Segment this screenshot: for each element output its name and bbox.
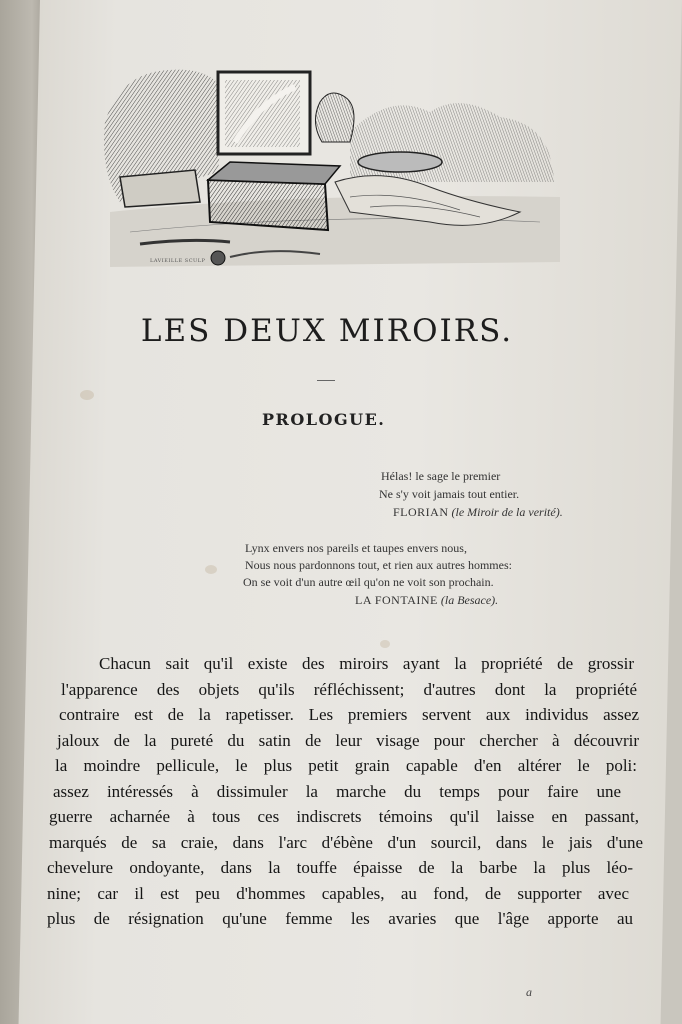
epigraph-1-attribution xyxy=(393,505,563,520)
section-heading: PROLOGUE. xyxy=(262,410,386,429)
epigraph-1-source: (le Miroir de la verité). xyxy=(451,505,563,519)
epigraph-2-source: (la Besace). xyxy=(440,593,499,607)
epigraph-2-line-2: Nous nous pardonnons tout, et rien aux autres hommes: xyxy=(245,558,512,572)
engraver-signature: LAVIEILLE SCULP xyxy=(150,258,206,264)
body-line: l'apparence des objets qu'ils réfléchissent; d'autres dont la propriété xyxy=(61,679,637,699)
body-line: assez intéressés à dissimuler la marche du temps pour faire une xyxy=(53,781,621,801)
epigraph-2-line-3: On se voit d'un autre œil qu'on ne voit son prochain. xyxy=(243,575,494,589)
body-line: guerre acharnée à tous ces indiscrets témoins qu'il laisse en passant, xyxy=(49,807,639,826)
epigraph-1-line-2: Ne s'y voit jamais tout entier. xyxy=(379,487,520,501)
epigraph-2-author: LA FONTAINE xyxy=(355,593,438,607)
body-line: chevelure ondoyante, dans la touffe épaisse de la barbe la plus léo- xyxy=(47,858,633,877)
title-divider xyxy=(317,380,335,381)
page-signature-mark: a xyxy=(526,985,532,999)
epigraph-1-line-1: Hélas! le sage le premier xyxy=(381,469,501,483)
epigraph-1-author: FLORIAN xyxy=(393,505,449,519)
foxing-stain xyxy=(205,565,217,574)
body-line: nine; car il est peu d'hommes capables, au fond, de supporter avec xyxy=(47,883,629,903)
body-line: contraire est de la rapetisser. Les premiers servent aux individus assez xyxy=(59,705,639,724)
engraving-illustration xyxy=(100,62,562,272)
body-line: la moindre pellicule, le plus petit grain capable d'en altérer le poli: xyxy=(55,756,637,775)
epigraph-2-attribution xyxy=(355,593,498,608)
foxing-stain xyxy=(380,640,390,648)
page-title: LES DEUX MIROIRS. xyxy=(140,313,514,349)
body-line: Chacun sait qu'il existe des miroirs ayant la propriété de grossir xyxy=(99,654,634,673)
body-paragraph xyxy=(47,651,647,932)
body-line: jaloux de la pureté du satin de leur visage pour chercher à découvrir xyxy=(57,730,639,750)
foxing-stain xyxy=(80,390,94,400)
body-line: marqués de sa craie, dans l'arc d'ébène d'un sourcil, dans le jais d'une xyxy=(49,832,643,852)
epigraph-2-line-1: Lynx envers nos pareils et taupes envers nous, xyxy=(245,541,467,555)
body-line: plus de résignation qu'une femme les avaries que l'âge apporte au xyxy=(47,909,633,928)
